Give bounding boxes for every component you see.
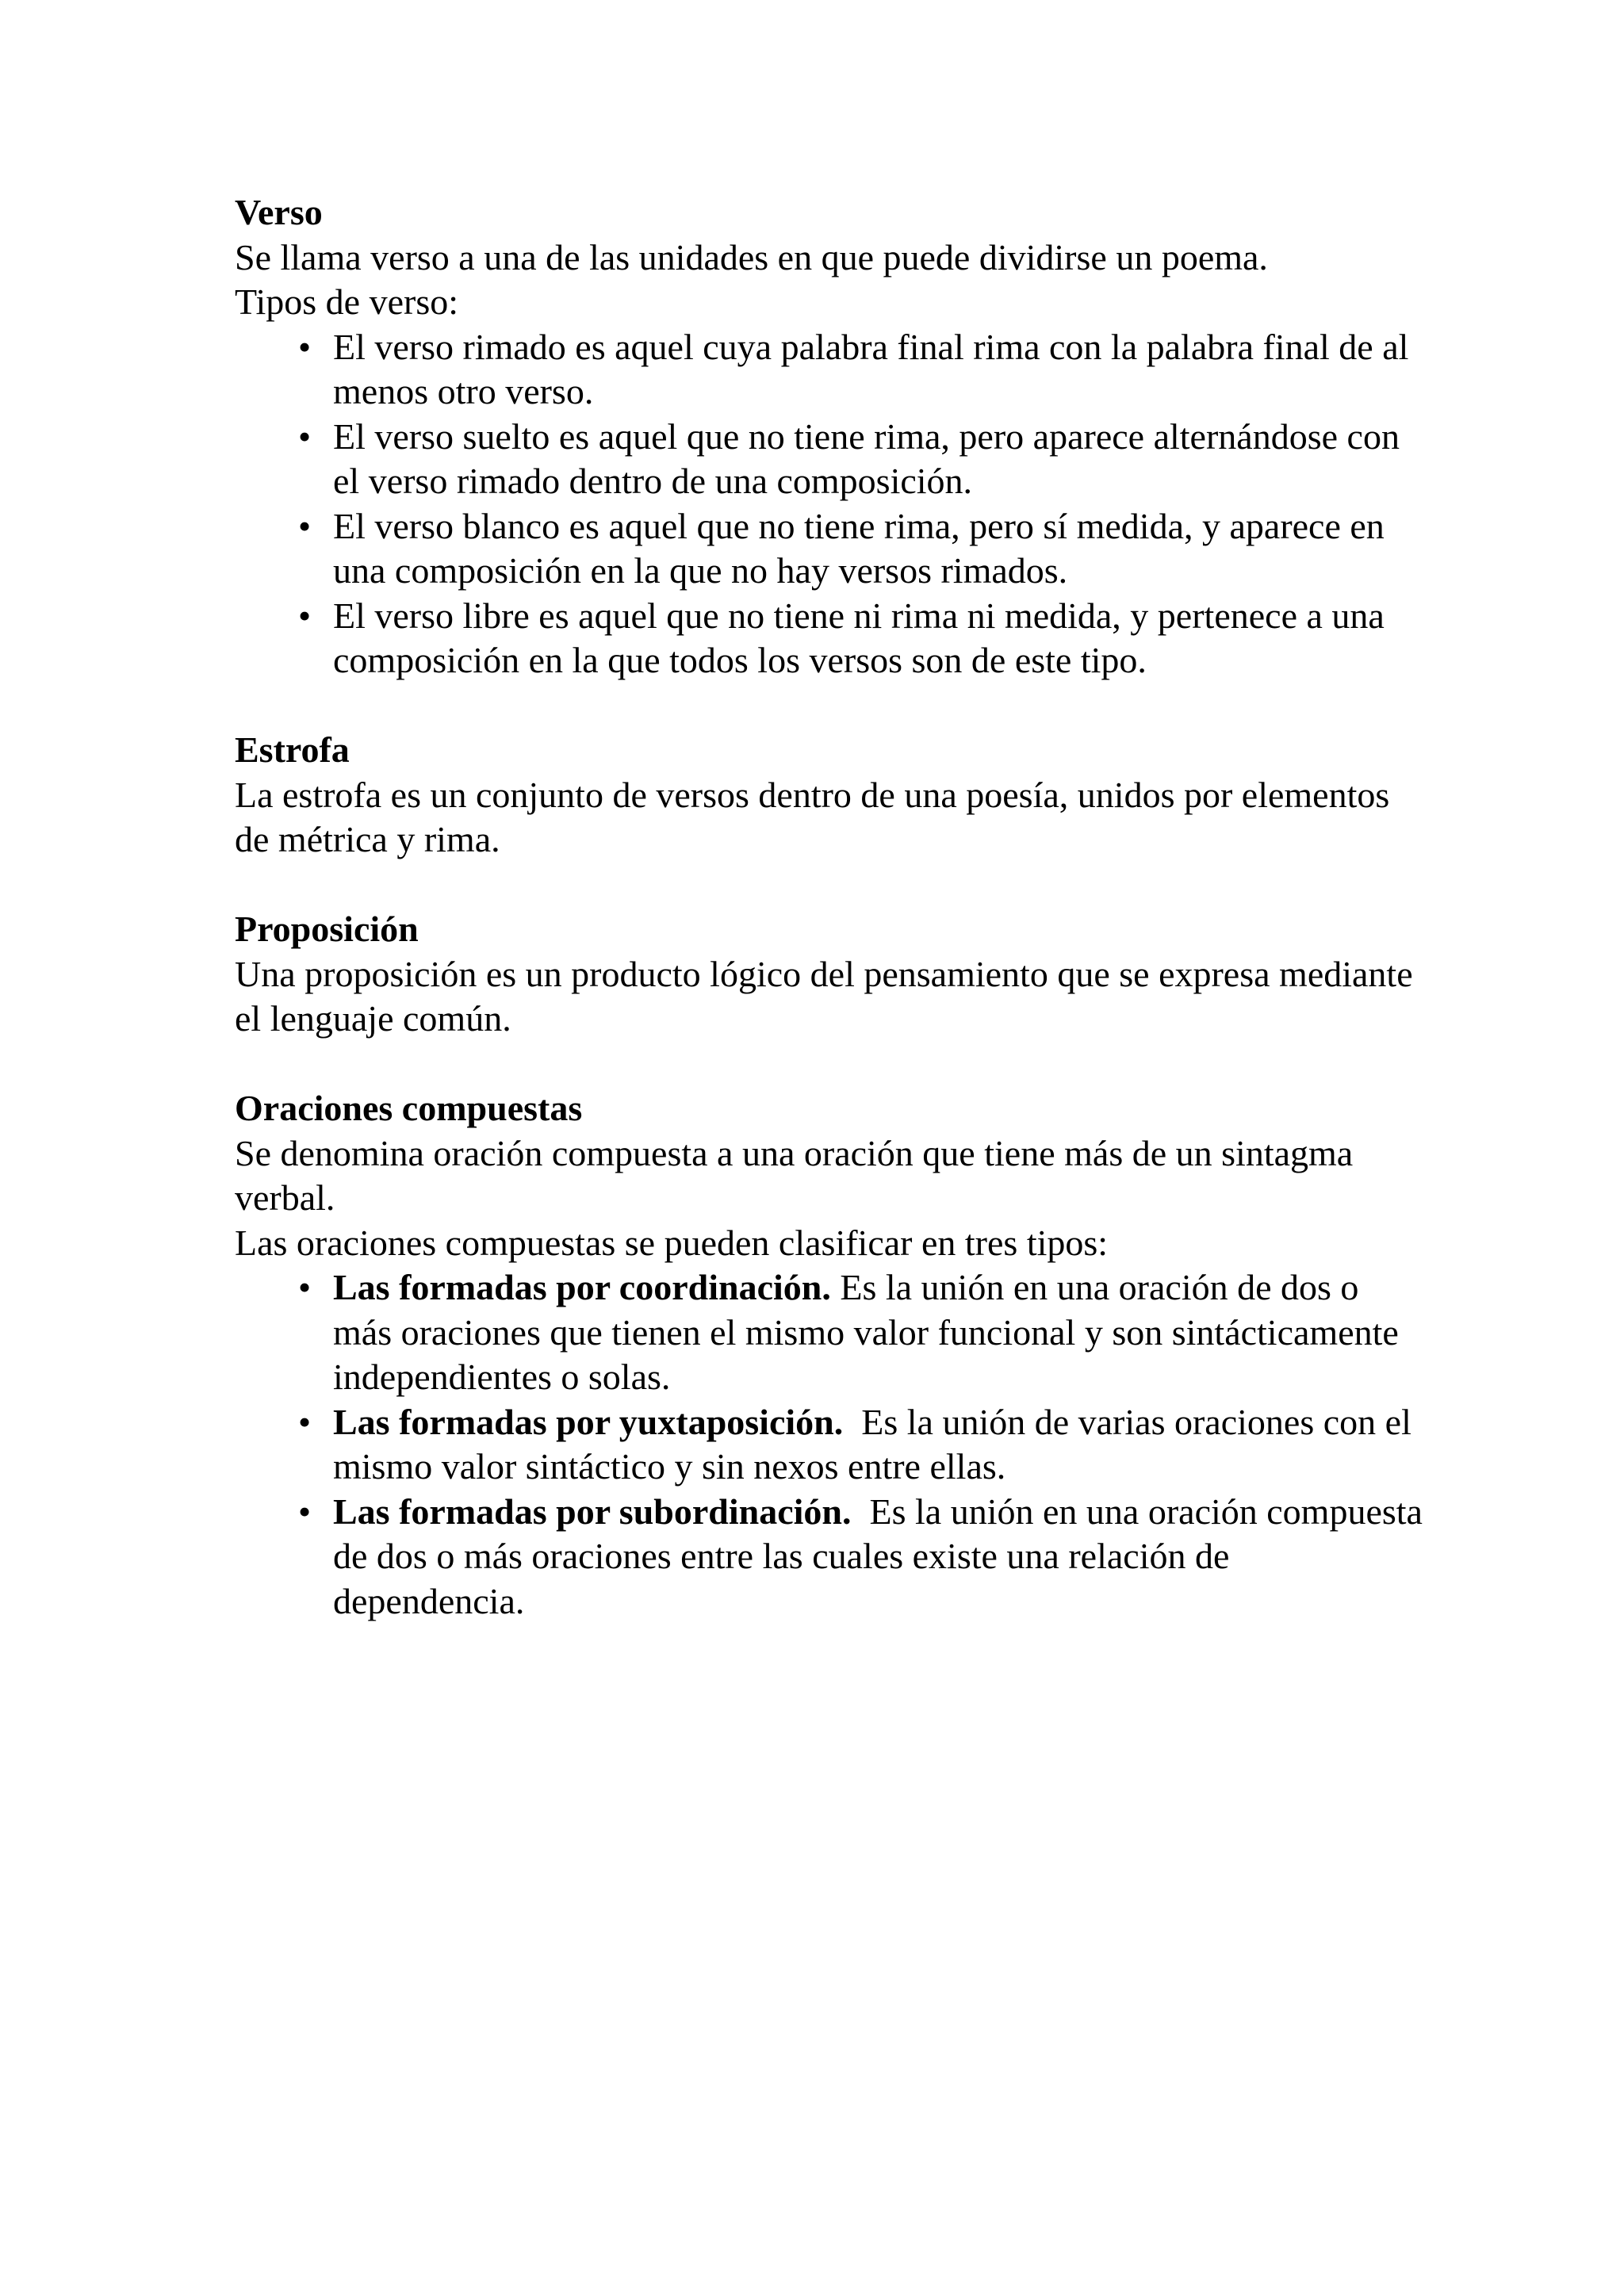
list-item (235, 1400, 1424, 1490)
list-item-text: El verso blanco es aquel que no tiene rima, pero sí medida, y aparece en una composición en la que no hay versos rimados. (333, 505, 1385, 591)
bullet-icon: • (297, 1401, 312, 1442)
document-page (235, 190, 1432, 1669)
verso-intro: Se llama verso a una de las unidades en que puede dividirse un poema. (235, 236, 1268, 277)
section-estrofa (235, 728, 1424, 863)
list-item-text: Es la unión de varias oraciones con el mismo valor sintáctico y sin nexos entre ellas. (333, 1401, 1421, 1487)
list-item (235, 504, 1424, 594)
list-item (235, 594, 1424, 683)
oraciones-list-intro: Las oraciones compuestas se pueden clasificar en tres tipos: (235, 1222, 1109, 1263)
list-item-term: Las formadas por yuxtaposición. (333, 1401, 844, 1442)
list-item (235, 1265, 1424, 1400)
heading-verso: Verso (235, 192, 323, 232)
oraciones-types-list (235, 1265, 1432, 1624)
verso-list-intro: Tipos de verso: (235, 281, 458, 322)
list-item-text: El verso suelto es aquel que no tiene rima, pero aparece alternándose con el verso rimado dentro de una composición. (333, 415, 1400, 501)
list-item-text: Es la unión en una oración de dos o más oraciones que tienen el mismo valor funcional y son sintácticamente independientes o solas. (333, 1267, 1408, 1397)
verso-types-list (235, 325, 1424, 683)
proposicion-text: Una proposición es un producto lógico del pensamiento que se expresa mediante el lenguaje común. (235, 953, 1413, 1039)
bullet-icon: • (297, 326, 312, 367)
list-item (235, 325, 1424, 415)
list-item (235, 415, 1424, 504)
bullet-icon: • (297, 595, 312, 636)
bullet-icon: • (297, 1267, 312, 1307)
section-oraciones-compuestas (235, 1086, 1432, 1624)
oraciones-intro: Se denomina oración compuesta a una oración que tiene más de un sintagma verbal. (235, 1132, 1354, 1218)
heading-oraciones-compuestas: Oraciones compuestas (235, 1088, 583, 1128)
list-item (235, 1490, 1432, 1624)
heading-proposicion: Proposición (235, 909, 419, 949)
estrofa-text: La estrofa es un conjunto de versos dentro de una poesía, unidos por elementos de métrica y rima. (235, 774, 1390, 859)
bullet-icon: • (297, 1490, 312, 1532)
list-item-text: El verso rimado es aquel cuya palabra final rima con la palabra final de al menos otro verso. (333, 326, 1409, 411)
bullet-icon: • (297, 415, 312, 457)
list-item-term: Las formadas por subordinación. (333, 1490, 852, 1532)
heading-estrofa: Estrofa (235, 729, 350, 770)
section-verso (235, 190, 1424, 683)
list-item-term: Las formadas por coordinación. (333, 1267, 831, 1307)
list-item-text: El verso libre es aquel que no tiene ni rima ni medida, y pertenece a una composición en la que todos los versos son de este tipo. (333, 595, 1385, 680)
list-item-text: Es la unión en una oración compuesta de dos o más oraciones entre las cuales existe una relación de dependencia. (333, 1490, 1432, 1621)
bullet-icon: • (297, 505, 312, 546)
section-proposicion (235, 907, 1424, 1042)
